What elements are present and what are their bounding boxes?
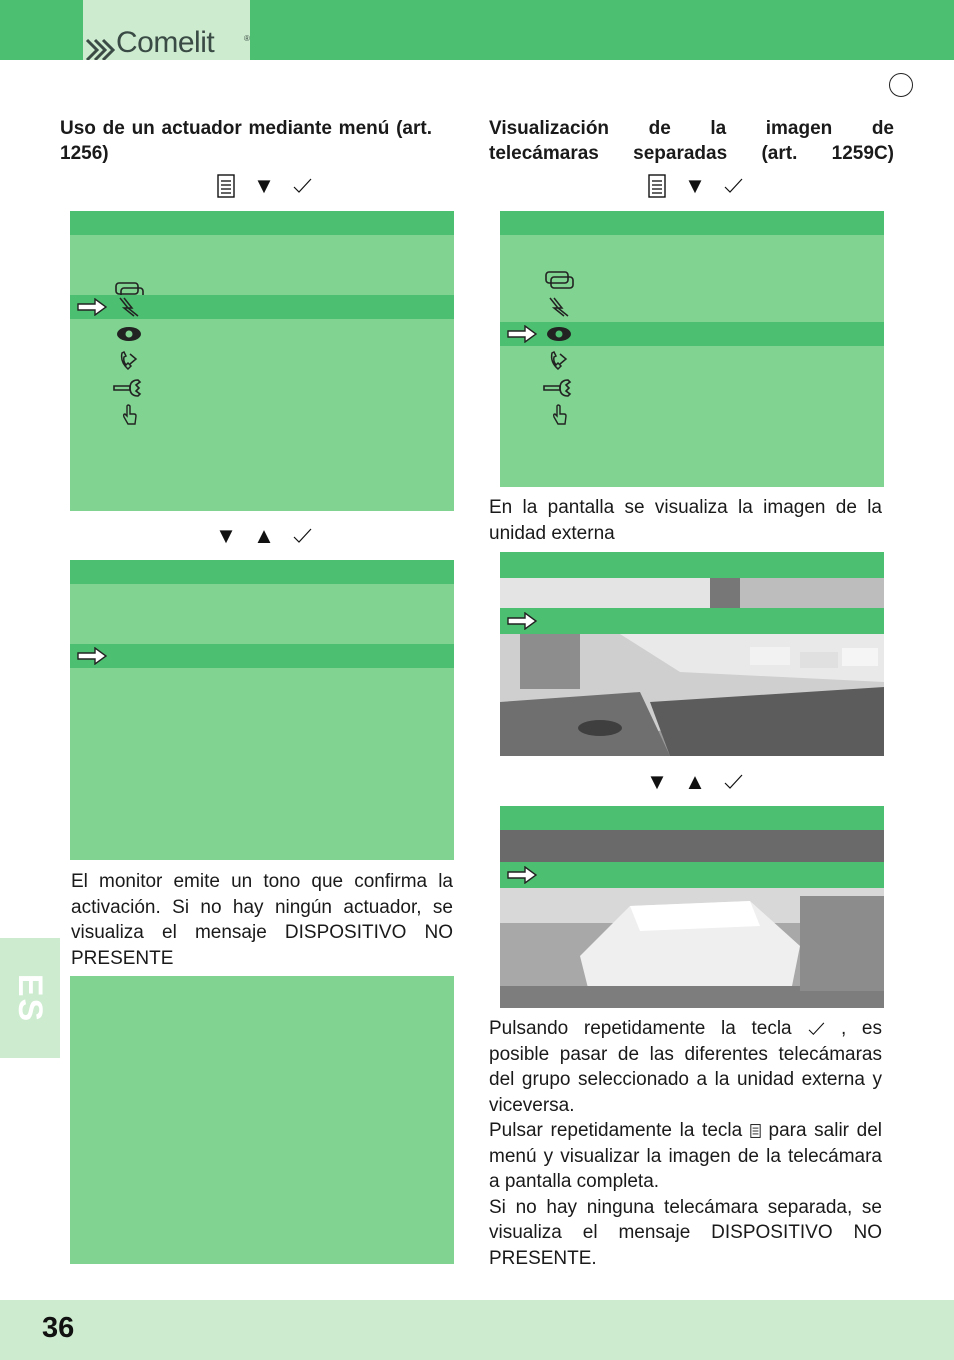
wrench-icon (112, 377, 146, 399)
down-triangle-icon: ▼ (215, 523, 237, 548)
exit-menu-text-end: para salir del menú y visualizar la imagen de la telecámara a pantalla completa. (489, 1120, 883, 1192)
page-number: 36 (42, 1312, 75, 1344)
page-marker-circle (889, 73, 913, 97)
check-icon (721, 770, 745, 794)
selection-arrow-icon (507, 325, 537, 343)
menu-item-touch[interactable] (500, 403, 884, 427)
camera-instructions-text (489, 1016, 882, 1271)
section-heading-cameras (489, 116, 894, 166)
footer-bar (0, 1300, 954, 1360)
menu-item-call[interactable] (70, 349, 454, 373)
message-screen (70, 976, 454, 1264)
switch-cameras-text-start: Pulsando repetidamente la tecla (489, 1018, 792, 1039)
exit-menu-text-start: Pulsar repetidamente la tecla (489, 1120, 743, 1141)
menu-key-icon (214, 174, 238, 198)
external-unit-text: En la pantalla se visualiza la imagen de la unidad externa (489, 497, 882, 544)
separate-camera-image (500, 806, 884, 1008)
check-icon (721, 174, 745, 198)
switch-cameras-text-end: , es posible pasar de las diferentes telecámaras del grupo seleccionado a la unidad externa y viceversa. (489, 1018, 882, 1116)
down-triangle-icon: ▼ (646, 769, 668, 794)
brand-name: Comelit (116, 26, 215, 59)
phone-call-icon (112, 350, 146, 372)
actuator-icon (112, 296, 146, 318)
menu-item-actuator[interactable] (70, 295, 454, 319)
phone-call-icon (542, 350, 576, 372)
menu-item-settings[interactable] (70, 376, 454, 400)
menu-key-icon (750, 1124, 761, 1138)
screen-title-bar (70, 211, 454, 235)
menu-item-actuator[interactable] (500, 295, 884, 319)
actuator-confirmation-text: El monitor emite un tono que confirma la activación. Si no hay ningún actuador, se visualiza el mensaje DISPOSITIVO NO PRESENTE (71, 871, 453, 969)
section-heading-actuator: Uso de un actuador mediante menú (art. 1256) (60, 118, 432, 164)
comelit-logo-mark-icon (84, 36, 116, 60)
monitor-menu-screen-2 (500, 211, 884, 487)
hand-pointer-icon (112, 404, 146, 426)
menu-item-camera[interactable] (500, 322, 884, 346)
heading-line-2: telecámaras separadas (art. 1259C) (489, 143, 894, 164)
down-triangle-icon: ▼ (253, 173, 275, 198)
actuator-icon (542, 296, 576, 318)
language-tab-label-wrap (0, 938, 60, 1058)
menu-item-call[interactable] (500, 349, 884, 373)
down-triangle-icon: ▼ (684, 173, 706, 198)
key-sequence-3 (645, 172, 745, 200)
check-icon (290, 524, 314, 548)
selection-arrow-icon (507, 866, 537, 884)
selection-arrow-icon (77, 298, 107, 316)
language-tab-label: ES (11, 973, 50, 1023)
hand-pointer-icon (542, 404, 576, 426)
menu-key-icon (645, 174, 669, 198)
key-sequence-2 (214, 522, 314, 550)
key-sequence-4 (645, 768, 745, 796)
eye-icon (112, 323, 146, 345)
intercom-icon (542, 269, 576, 291)
up-triangle-icon: ▲ (253, 523, 275, 548)
selection-arrow-icon (77, 647, 107, 665)
menu-item-camera[interactable] (70, 322, 454, 346)
registered-mark: ® (244, 34, 250, 43)
screen-title-bar (500, 211, 884, 235)
menu-item-intercom[interactable] (500, 268, 884, 292)
no-camera-text: Si no hay ninguna telecámara separada, se visualiza el mensaje DISPOSITIVO NO PRESENTE. (489, 1196, 882, 1269)
menu-item-touch[interactable] (70, 403, 454, 427)
actuator-list-item-selected[interactable] (70, 644, 454, 668)
eye-icon (542, 323, 576, 345)
screen-title-bar (70, 560, 454, 584)
check-icon (290, 174, 314, 198)
heading-line-1: Visualización de la imagen de (489, 118, 894, 139)
actuator-list-screen (70, 560, 454, 860)
key-sequence-1 (214, 172, 314, 200)
menu-item-settings[interactable] (500, 376, 884, 400)
check-icon (807, 1022, 825, 1036)
wrench-icon (542, 377, 576, 399)
selection-arrow-icon (507, 612, 537, 630)
up-triangle-icon: ▲ (684, 769, 706, 794)
monitor-menu-screen (70, 211, 454, 511)
external-unit-camera-image (500, 552, 884, 756)
